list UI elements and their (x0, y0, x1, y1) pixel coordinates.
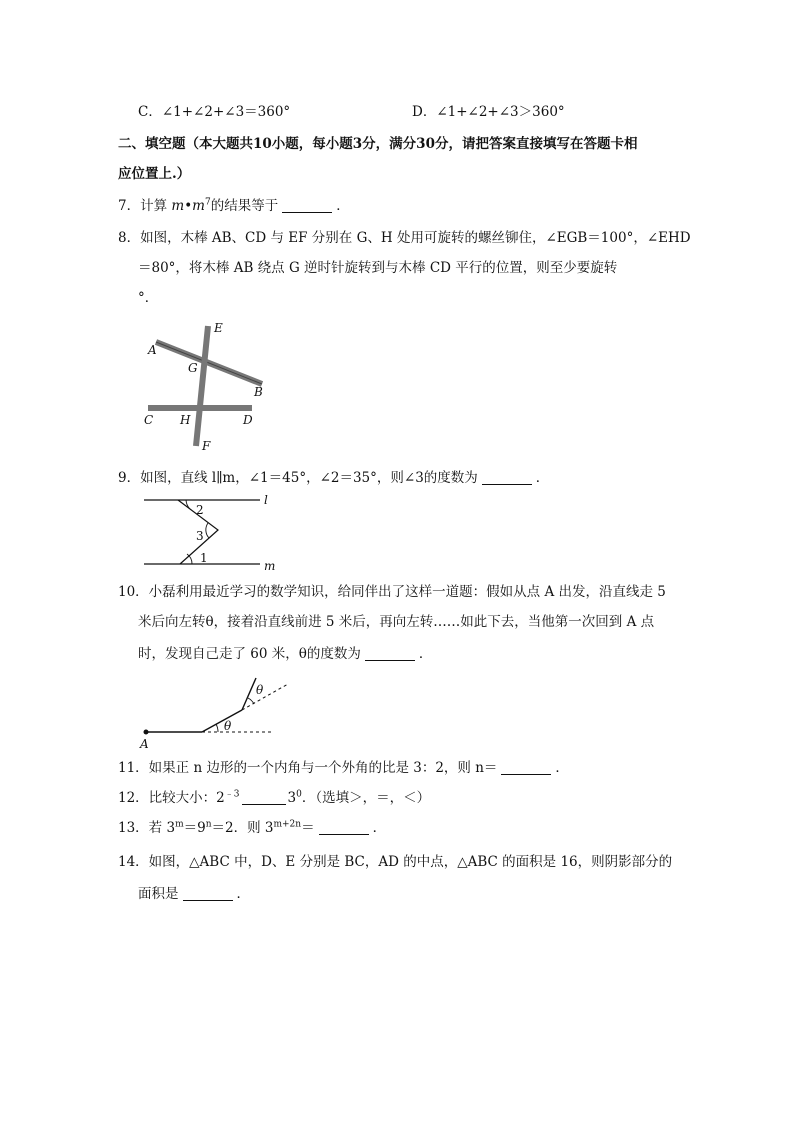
question-10-line1: 10．小磊利用最近学习的数学知识，给同伴出了这样一道题：假如从点 A 出发，沿直线走 5 (118, 584, 666, 600)
question-13: 13．若 $3^m=9^n=2$．则 $3^{m+2n}=$ ． (118, 819, 387, 836)
stick-ef (196, 326, 208, 446)
question-11: 11．如果正 n 边形的一个内角与一个外角的比是 3：2，则 n＝ ． (118, 760, 569, 776)
answer-blank[interactable] (482, 470, 532, 485)
figure-walking-path (138, 670, 298, 752)
angle-2-label: 2 (196, 503, 204, 517)
label-a: A (140, 737, 149, 751)
figure-rotating-sticks (140, 318, 280, 458)
question-8-line3: °． (138, 290, 159, 306)
label-b: B (254, 385, 263, 399)
question-14-line1: 14．如图，△ABC 中，D、E 分别是 BC，AD 的中点，△ABC 的面积是 16，则阴影部分的 (118, 854, 673, 870)
label-d: D (243, 413, 253, 427)
path-segment-2 (202, 710, 242, 732)
option-c: C．∠1+∠2+∠3＝360° (138, 104, 291, 120)
theta-label-2: θ (256, 683, 264, 697)
question-14-line2: 面积是 ． (138, 886, 250, 902)
question-7: 7．计算 $m•m^7$的结果等于 ． (118, 197, 350, 214)
answer-blank[interactable] (501, 760, 551, 775)
section-heading: 二、填空题（本大题共10小题，每小题3分，满分30分，请把答案直接填写在答题卡相 (118, 136, 638, 152)
label-e: E (214, 321, 223, 335)
question-10-line2: 米后向左转θ，接着沿直线前进 5 米后，再向左转……如此下去，当他第一次回到 A 点 (138, 614, 655, 630)
answer-blank[interactable] (319, 820, 369, 835)
section-heading-cont: 应位置上.） (118, 166, 191, 182)
label-h: H (180, 413, 191, 427)
question-8-line1: 8．如图，木棒 AB、CD 与 EF 分别在 G、H 处用可旋转的螺丝铆住，∠EGB＝100°，∠EHD (118, 230, 691, 246)
label-c: C (144, 413, 154, 427)
label-a: A (148, 343, 157, 357)
answer-blank[interactable] (183, 886, 233, 901)
theta-label-1: θ (224, 719, 232, 733)
answer-blank[interactable] (365, 646, 415, 661)
path-segment-3 (242, 678, 256, 710)
answer-blank[interactable] (242, 790, 286, 805)
label-l: l (264, 493, 268, 507)
question-12: 12．比较大小：$2^{﹣3}$ $3^0$．（选填＞，＝，＜） (118, 789, 431, 806)
angle-3-label: 3 (196, 529, 204, 543)
angle-1-label: 1 (200, 551, 208, 565)
question-9: 9．如图，直线 l∥m，∠1＝45°，∠2＝35°，则∠3的度数为 ． (118, 470, 550, 486)
question-8-line2: ＝80°，将木棒 AB 绕点 G 逆时针旋转到与木棒 CD 平行的位置，则至少要旋转 (138, 260, 618, 276)
answer-blank[interactable] (282, 198, 332, 213)
label-f: F (202, 439, 211, 453)
label-m: m (264, 559, 276, 572)
label-g: G (188, 361, 198, 375)
figure-parallel-lines (140, 490, 280, 572)
option-d: D．∠1+∠2+∠3＞360° (412, 104, 565, 120)
question-10-line3: 时，发现自己走了 60 米，θ的度数为 ． (138, 646, 433, 662)
extension-line-2 (242, 684, 288, 710)
